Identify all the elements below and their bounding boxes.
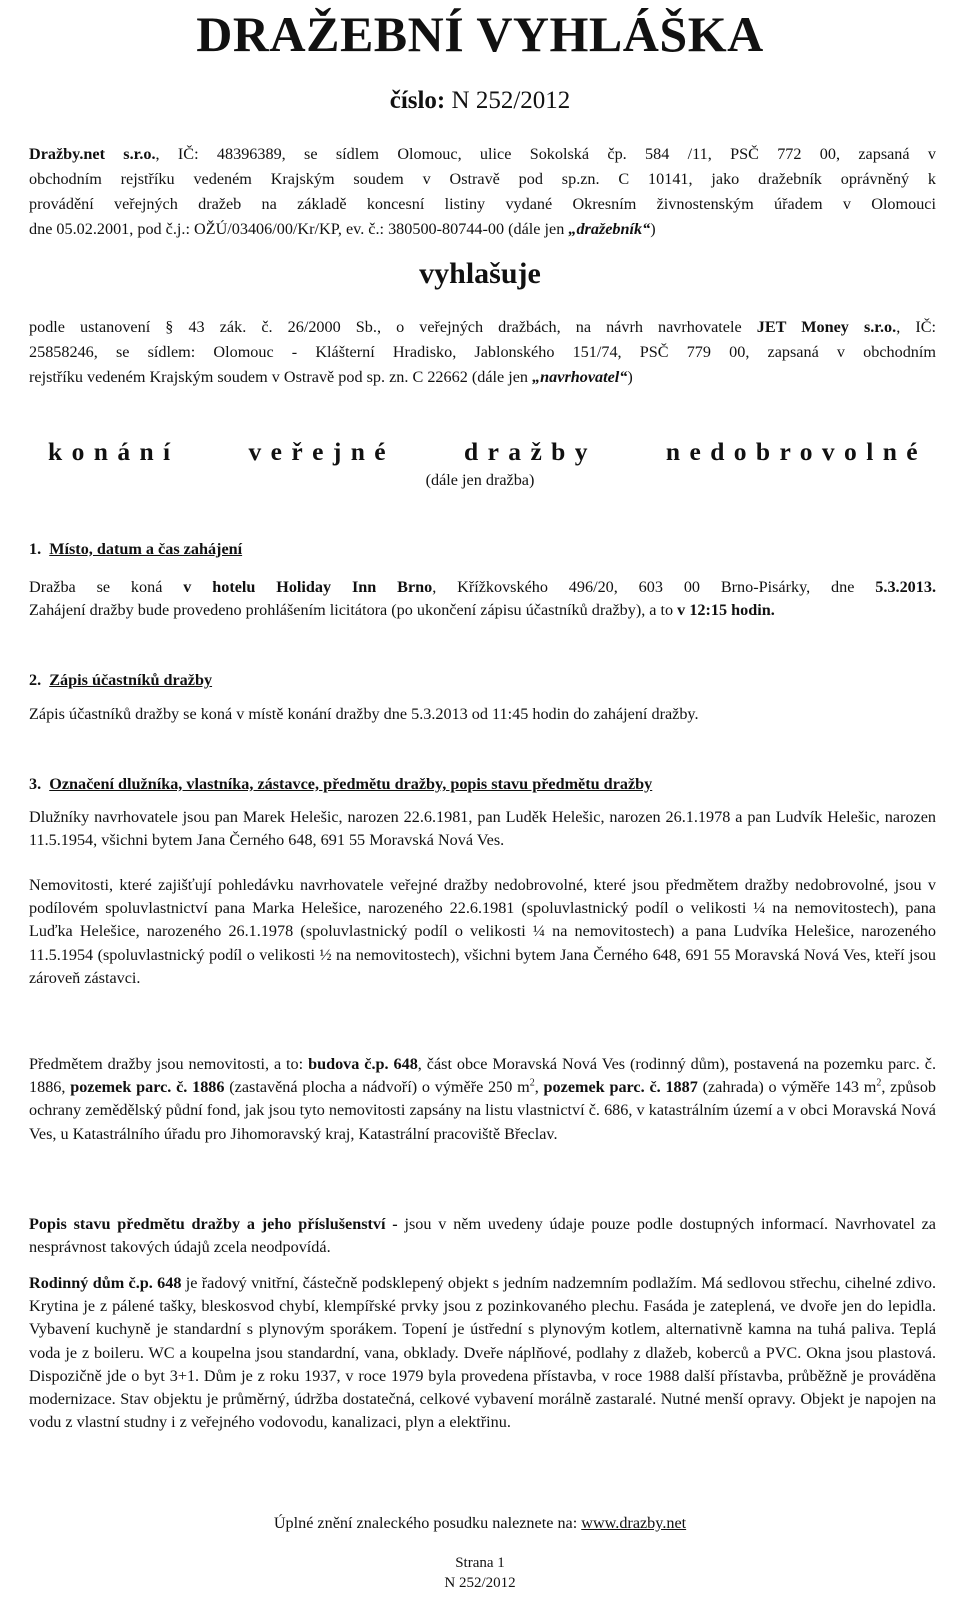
expert-report-note: Úplné znění znaleckého posudku naleznete na: www.drazby.net [273, 1514, 687, 1532]
company-name: Dražby.net s.r.o. [29, 145, 156, 163]
term-navrhovatel: „navrhovatel“ [532, 368, 628, 386]
proposer-name: JET Money s.r.o. [756, 318, 897, 336]
auction-time: v 12:15 hodin. [677, 601, 775, 619]
property-paragraph: Nemovitosti, které zajišťují pohledávku navrhovatele veřejné dražby nedobrovolné, které jsou předmětem dražby nedobrovolné, jsou v podílovém spoluvlastnictví pana Marka Helešice, narozeného 22.6.1981 (spoluvlastnický podíl o velikosti ¼ na nemovitostech), pana Luďka Helešice, narozeného 26.1.1978 (spoluvlastnický podíl o velikosti ¼ na nemovitostech) a pana Ludvíka Helešice, narozeného 11.5.1954 (spoluvlastnický podíl o velikosti ½ na nemovitostech), všichni bytem Jana Černého 648, 691 55 Moravská Nová Ves, kteří jsou zároveň zástavci. [29, 876, 936, 987]
header-line-4: dne 05.02.2001, pod č.j.: OŽÚ/03406/00/Kr/KP, ev. č.: 380500-80744-00 (dále jen „dražebník“) [29, 220, 656, 238]
section-3-heading: 3. Označení dlužníka, vlastníka, zástavce, předmětu dražby, popis stavu předmětu dražby [29, 775, 653, 793]
number-label: číslo: [389, 87, 446, 114]
header-line-3: provádění veřejných dražeb na základě koncesní listiny vydané Okresním živnostenským úřadem v Olomouci [29, 195, 936, 213]
house-description-paragraph: Rodinný dům č.p. 648 je řadový vnitřní, částečně podsklepený objekt s jedním nadzemním podlažím. Má sedlovou střechu, cihelné zdivo. Krytina je z pálené tašky, bleskosvod chybí, klempířské prvky jsou z pozinkovaného plechu. Fasáda je zateplená, ve dvoře jen do lepidla. Vybavení kuchyně je standardní s plynovým sporákem. Topení je ústřední s plynovým kotlem, alternativně kamna na tuhá paliva. Teplá voda je z boileru. WC a koupelna jsou standardní, vana, obklady. Dveře náplňové, podlahy z dlažeb, koberců a PVC. Okna jsou plastová. Dispozičně jde o byt 3+1. Dům je z roku 1937, v roce 1979 byla provedena přístavba, v roce 1988 další přístavba, průběžně je prováděna modernizace. Stav objektu je průměrný, údržba dostatečná, celkové vybavení morálně zastaralé. Nutné menší opravy. Objekt je napojen na vodu z vlastní studny i z veřejného vodovodu, kanalizaci, plyn a elektřinu. [29, 1274, 936, 1432]
header-line-2: obchodním rejstříku vedeném Krajským soudem v Ostravě pod sp.zn. C 10141, jako dražebník oprávněný k [29, 170, 936, 188]
page-number: Strana 1 [455, 1555, 505, 1571]
proposer-line-2: 25858246, se sídlem: Olomouc - Klášterní Hradisko, Jablonského 151/74, PSČ 779 00, zapsaná v obchodním [29, 343, 936, 361]
section-1-line-1: Dražba se koná v hotelu Holiday Inn Brno, Křížkovského 496/20, 603 00 Brno-Pisárky, dne 5.3.2013. [29, 578, 936, 596]
venue: v hotelu Holiday Inn Brno [183, 578, 433, 596]
document-title: DRAŽEBNÍ VYHLÁŠKA [196, 6, 764, 62]
footer-document-number: N 252/2012 [444, 1575, 516, 1591]
term-drazebnik: „dražebník“ [568, 220, 651, 238]
section-2-text: Zápis účastníků dražby se koná v místě konání dražby dne 5.3.2013 od 11:45 hodin do zahájení dražby. [29, 705, 699, 723]
section-1-line-2: Zahájení dražby bude provedeno prohlášením licitátora (po ukončení zápisu účastníků dražby), a to v 12:15 hodin. [29, 601, 775, 619]
debtors-paragraph: Dlužníky navrhovatele jsou pan Marek Helešic, narozen 22.6.1981, pan Luděk Helešic, narozen 26.1.1978 a pan Ludvík Helešic, narozen 11.5.1954, všichni bytem Jana Černého 648, 691 55 Moravská Nová Ves. [29, 808, 936, 850]
auction-type-heading: konání veřejné dražby nedobrovolné [48, 437, 927, 466]
auction-type-note: (dále jen dražba) [425, 471, 535, 489]
proposer-line-1: podle ustanovení § 43 zák. č. 26/2000 Sb., o veřejných dražbách, na návrh navrhovatele JET Money s.r.o., IČ: [29, 318, 937, 336]
section-1-heading: 1. Místo, datum a čas zahájení [29, 540, 243, 558]
expert-report-link[interactable]: www.drazby.net [581, 1514, 687, 1532]
document-number [0, 85, 960, 117]
proposer-line-3: rejstříku vedeném Krajským soudem v Ostravě pod sp. zn. C 22662 (dále jen „navrhovatel“) [29, 368, 633, 386]
auction-date: 5.3.2013. [875, 578, 936, 596]
header-line-1: Dražby.net s.r.o., IČ: 48396389, se sídlem Olomouc, ulice Sokolská čp. 584 /11, PSČ 772 00, zapsaná v [29, 145, 936, 163]
condition-paragraph: Popis stavu předmětu dražby a jeho příslušenství - jsou v něm uvedeny údaje pouze podle dostupných informací. Navrhovatel za nesprávnost takových údajů zcela neodpovídá. [29, 1215, 936, 1257]
proclamation-heading: vyhlašuje [419, 257, 541, 290]
number-value: N 252/2012 [451, 87, 571, 114]
subject-paragraph: Předmětem dražby jsou nemovitosti, a to: budova č.p. 648, část obce Moravská Nová Ves (rodinný dům), postavená na pozemku parc. č. 1886, pozemek parc. č. 1886 (zastavěná plocha a nádvoří) o výměře 250 $m^2$, pozemek parc. č. 1887 (zahrada) o výměře 143 $m^2$, způsob ochrany zemědělský půdní fond, jak jsou tyto nemovitosti zapsány na listu vlastnictví č. 686, v katastrálním území a v obci Moravská Nová Ves, u Katastrálního úřadu pro Jihomoravský kraj, Katastrální pracoviště Břeclav. [29, 1055, 937, 1143]
section-2-heading: 2. Zápis účastníků dražby [29, 671, 213, 689]
